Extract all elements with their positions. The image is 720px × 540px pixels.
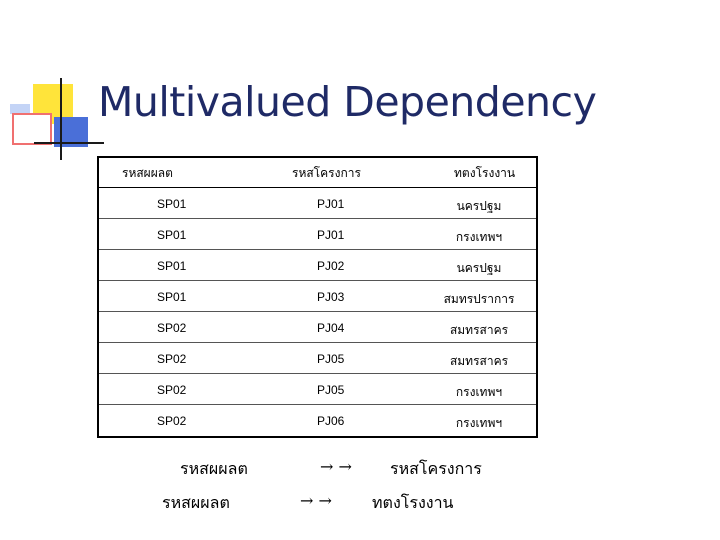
slide-title: Multivalued Dependency <box>98 78 597 126</box>
cell-project-code: PJ05 <box>317 352 345 366</box>
cell-project-code: PJ04 <box>317 321 345 335</box>
table-row <box>99 281 536 312</box>
cell-product-code: SP01 <box>157 228 187 242</box>
table-row <box>99 374 536 405</box>
logo-vertical-line <box>60 78 62 160</box>
double-arrow-icon: → → <box>320 457 352 476</box>
mvd-rhs: รหสโครงการ <box>390 459 482 478</box>
table-row <box>99 343 536 374</box>
cell-factory-location: นครปฐม <box>456 199 502 213</box>
cell-project-code: PJ01 <box>317 197 345 211</box>
cell-factory-location: นครปฐม <box>456 261 502 275</box>
double-arrow-icon: → → <box>300 491 332 510</box>
cell-factory-location: กรงเทพฯ <box>455 385 503 399</box>
cell-factory-location: สมทรสาคร <box>449 354 509 368</box>
dependency-table <box>97 156 538 438</box>
cell-product-code: SP01 <box>157 259 187 273</box>
cell-product-code: SP01 <box>157 290 187 304</box>
cell-project-code: PJ06 <box>317 414 345 428</box>
cell-product-code: SP02 <box>157 414 187 428</box>
cell-project-code: PJ03 <box>317 290 345 304</box>
cell-factory-location: สมทรปราการ <box>443 292 515 306</box>
cell-product-code: SP02 <box>157 352 187 366</box>
cell-factory-location: กรงเทพฯ <box>455 230 503 244</box>
cell-factory-location: สมทรสาคร <box>449 323 509 337</box>
mvd-rhs: ทตงโรงงาน <box>372 493 454 512</box>
header-project-code: รหสโครงการ <box>292 166 361 180</box>
mvd-lhs: รหสผผลต <box>180 459 248 478</box>
table-header-row <box>99 158 536 188</box>
table-row <box>99 312 536 343</box>
table-row <box>99 405 536 436</box>
table-row <box>99 188 536 219</box>
mvd-lhs: รหสผผลต <box>162 493 230 512</box>
logo-horizontal-line <box>34 142 104 144</box>
cell-project-code: PJ02 <box>317 259 345 273</box>
cell-project-code: PJ01 <box>317 228 345 242</box>
cell-project-code: PJ05 <box>317 383 345 397</box>
table-row <box>99 250 536 281</box>
header-product-code: รหสผผลต <box>122 166 173 180</box>
cell-product-code: SP01 <box>157 197 187 211</box>
cell-factory-location: กรงเทพฯ <box>455 416 503 430</box>
cell-product-code: SP02 <box>157 383 187 397</box>
logo-pink-square <box>12 113 52 145</box>
table-row <box>99 219 536 250</box>
header-factory-location: ทตงโรงงาน <box>454 166 516 180</box>
cell-product-code: SP02 <box>157 321 187 335</box>
